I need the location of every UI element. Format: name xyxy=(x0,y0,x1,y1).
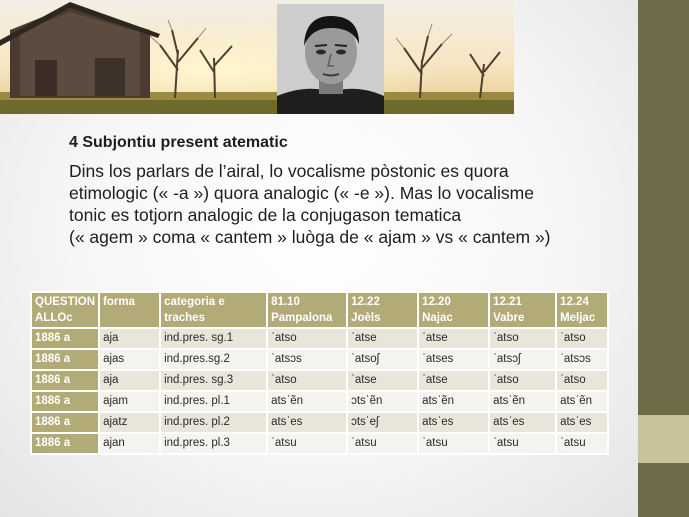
cell-categoria: ind.pres. sg.3 xyxy=(160,370,267,391)
table-row xyxy=(31,412,608,433)
cell-categoria: ind.pres. pl.1 xyxy=(160,391,267,412)
col-header-pampalona: 81.10 Pampalona xyxy=(267,292,347,328)
cell-forma: ajam xyxy=(99,391,160,412)
slide-title: 4 Subjontiu present atematic xyxy=(69,134,288,151)
cell-value: ˈatse xyxy=(347,370,418,391)
cell-question: 1886 a xyxy=(31,328,99,349)
cell-categoria: ind.pres. sg.1 xyxy=(160,328,267,349)
cell-value: atsˈes xyxy=(489,412,556,433)
conjugation-table xyxy=(30,291,609,455)
cell-value: atsˈẽn xyxy=(418,391,489,412)
cell-forma: ajas xyxy=(99,349,160,370)
cell-forma: aja xyxy=(99,370,160,391)
col-header-vabre: 12.21 Vabre xyxy=(489,292,556,328)
cell-categoria: ind.pres.sg.2 xyxy=(160,349,267,370)
col-header-question: QUESTION ALLOc xyxy=(31,292,99,328)
body-line: tonic es totjorn analogic de la conjugason tematica xyxy=(69,205,462,225)
slide-body xyxy=(69,160,589,248)
col-header-forma: forma xyxy=(99,292,160,328)
col-header-najac: 12.20 Najac xyxy=(418,292,489,328)
cell-value: ˈatso xyxy=(556,328,608,349)
cell-forma: aja xyxy=(99,328,160,349)
cell-value: ˈatso xyxy=(489,328,556,349)
cell-value: ˈatsɔs xyxy=(267,349,347,370)
col-header-joels: 12.22 Joèls xyxy=(347,292,418,328)
cell-value: atsˈes xyxy=(418,412,489,433)
cell-value: ˈatsu xyxy=(418,433,489,454)
cell-value: ˈatso xyxy=(556,370,608,391)
table-row xyxy=(31,349,608,370)
cell-value: ˈatso xyxy=(267,328,347,349)
col-header-meljac: 12.24 Meljac xyxy=(556,292,608,328)
cell-forma: ajan xyxy=(99,433,160,454)
table-row xyxy=(31,370,608,391)
body-line: (« agem » coma « cantem » luòga de « ajam » vs « cantem ») xyxy=(69,227,551,247)
cell-value: ˈatso xyxy=(267,370,347,391)
side-accent-bar xyxy=(638,415,689,463)
cell-value: ˈatsɔʃ xyxy=(489,349,556,370)
body-line: etimologic (« -a ») quora analogic (« -e »). Mas lo vocalisme xyxy=(69,183,534,203)
cell-question: 1886 a xyxy=(31,370,99,391)
cell-question: 1886 a xyxy=(31,349,99,370)
cell-categoria: ind.pres. pl.2 xyxy=(160,412,267,433)
cell-question: 1886 a xyxy=(31,433,99,454)
cell-categoria: ind.pres. pl.3 xyxy=(160,433,267,454)
cell-question: 1886 a xyxy=(31,391,99,412)
cell-value: ˈatsoʃ xyxy=(347,349,418,370)
cell-value: ˈatsu xyxy=(267,433,347,454)
cell-question: 1886 a xyxy=(31,412,99,433)
table-row xyxy=(31,328,608,349)
cell-value: atsˈẽn xyxy=(489,391,556,412)
cell-value: ɔtsˈeʃ xyxy=(347,412,418,433)
body-line: Dins los parlars de l’airal, lo vocalisme pòstonic es quora xyxy=(69,161,509,181)
cell-value: atsˈẽn xyxy=(267,391,347,412)
cell-value: atsˈẽn xyxy=(556,391,608,412)
table-row xyxy=(31,433,608,454)
cell-value: ˈatse xyxy=(418,328,489,349)
cell-forma: ajatz xyxy=(99,412,160,433)
cell-value: ˈatsu xyxy=(556,433,608,454)
cell-value: ˈatse xyxy=(347,328,418,349)
cell-value: ɔtsˈẽn xyxy=(347,391,418,412)
col-header-categoria: categoria e traches xyxy=(160,292,267,328)
cell-value: ˈatsu xyxy=(347,433,418,454)
cell-value: ˈatso xyxy=(489,370,556,391)
cell-value: ˈatsɔs xyxy=(556,349,608,370)
cell-value: ˈatses xyxy=(418,349,489,370)
cell-value: ˈatse xyxy=(418,370,489,391)
cell-value: atsˈes xyxy=(267,412,347,433)
cell-value: atsˈes xyxy=(556,412,608,433)
table-row xyxy=(31,391,608,412)
table-header-row xyxy=(31,292,608,328)
banner-image xyxy=(0,0,514,114)
portrait-photo xyxy=(277,4,384,114)
cell-value: ˈatsu xyxy=(489,433,556,454)
